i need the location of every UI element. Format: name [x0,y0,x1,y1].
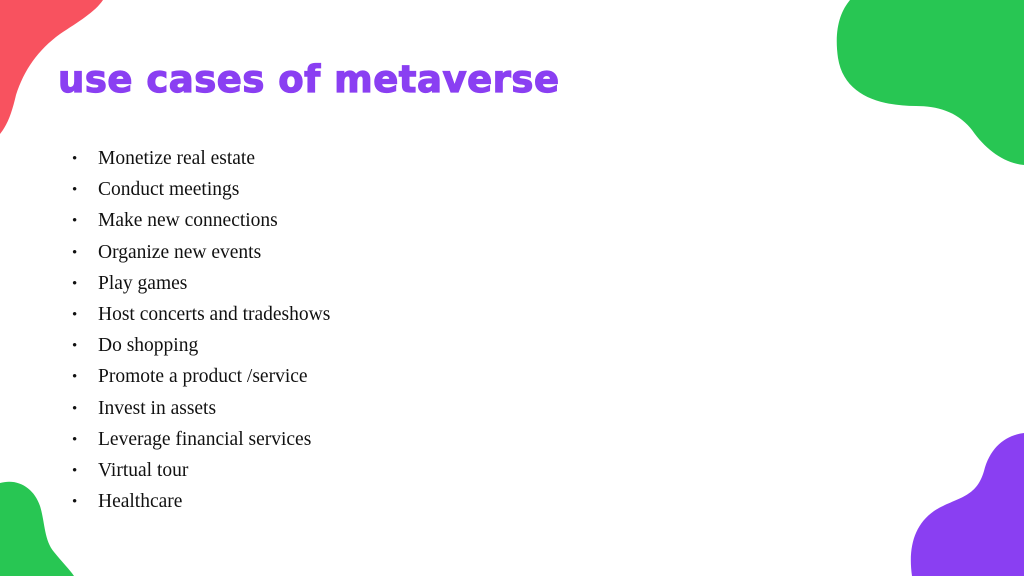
top-right-green-blob [836,0,1024,166]
list-item-text: Promote a product /service [98,366,308,388]
bullet-icon: • [72,182,78,199]
list-item-text: Virtual tour [98,459,189,481]
list-item [72,271,330,302]
list-item-text: Host concerts and tradeshows [98,303,331,325]
top-right-green-blob-shape [837,0,1024,165]
bullet-icon: • [72,369,78,386]
list-item-text: Healthcare [98,491,183,513]
list-item [72,396,330,427]
bullet-icon: • [72,462,78,479]
list-item-text: Play games [98,272,188,294]
bullet-icon: • [72,275,78,292]
list-item [72,146,330,177]
use-case-list [72,146,330,520]
bullet-icon: • [72,151,78,167]
bottom-right-purple-blob [910,433,1024,576]
list-item [72,489,330,520]
bullet-icon: • [72,244,78,261]
list-item [72,208,330,239]
list-item [72,240,330,271]
list-item [72,458,330,489]
bullet-icon: • [72,306,78,323]
list-item-text: Make new connections [98,210,278,232]
list-item-text: Invest in assets [98,397,217,419]
bullet-icon: • [72,431,78,448]
list-item-text: Conduct meetings [98,179,240,201]
list-item-text: Do shopping [98,335,199,357]
list-item [72,364,330,395]
list-item [72,177,330,208]
bottom-left-green-blob [0,480,80,576]
list-item-text: Monetize real estate [98,148,255,169]
bottom-left-green-blob-shape [0,482,74,576]
list-item-text: Organize new events [98,241,262,263]
bullet-icon: • [72,338,78,355]
list-item [72,333,330,364]
slide-title: use cases of metaverse [58,58,560,101]
bullet-icon: • [72,494,78,511]
bottom-right-purple-blob-shape [911,433,1024,576]
list-item [72,427,330,458]
list-item-text: Leverage financial services [98,428,312,450]
bullet-icon: • [72,400,78,417]
list-item [72,302,330,333]
bullet-icon: • [72,213,78,230]
